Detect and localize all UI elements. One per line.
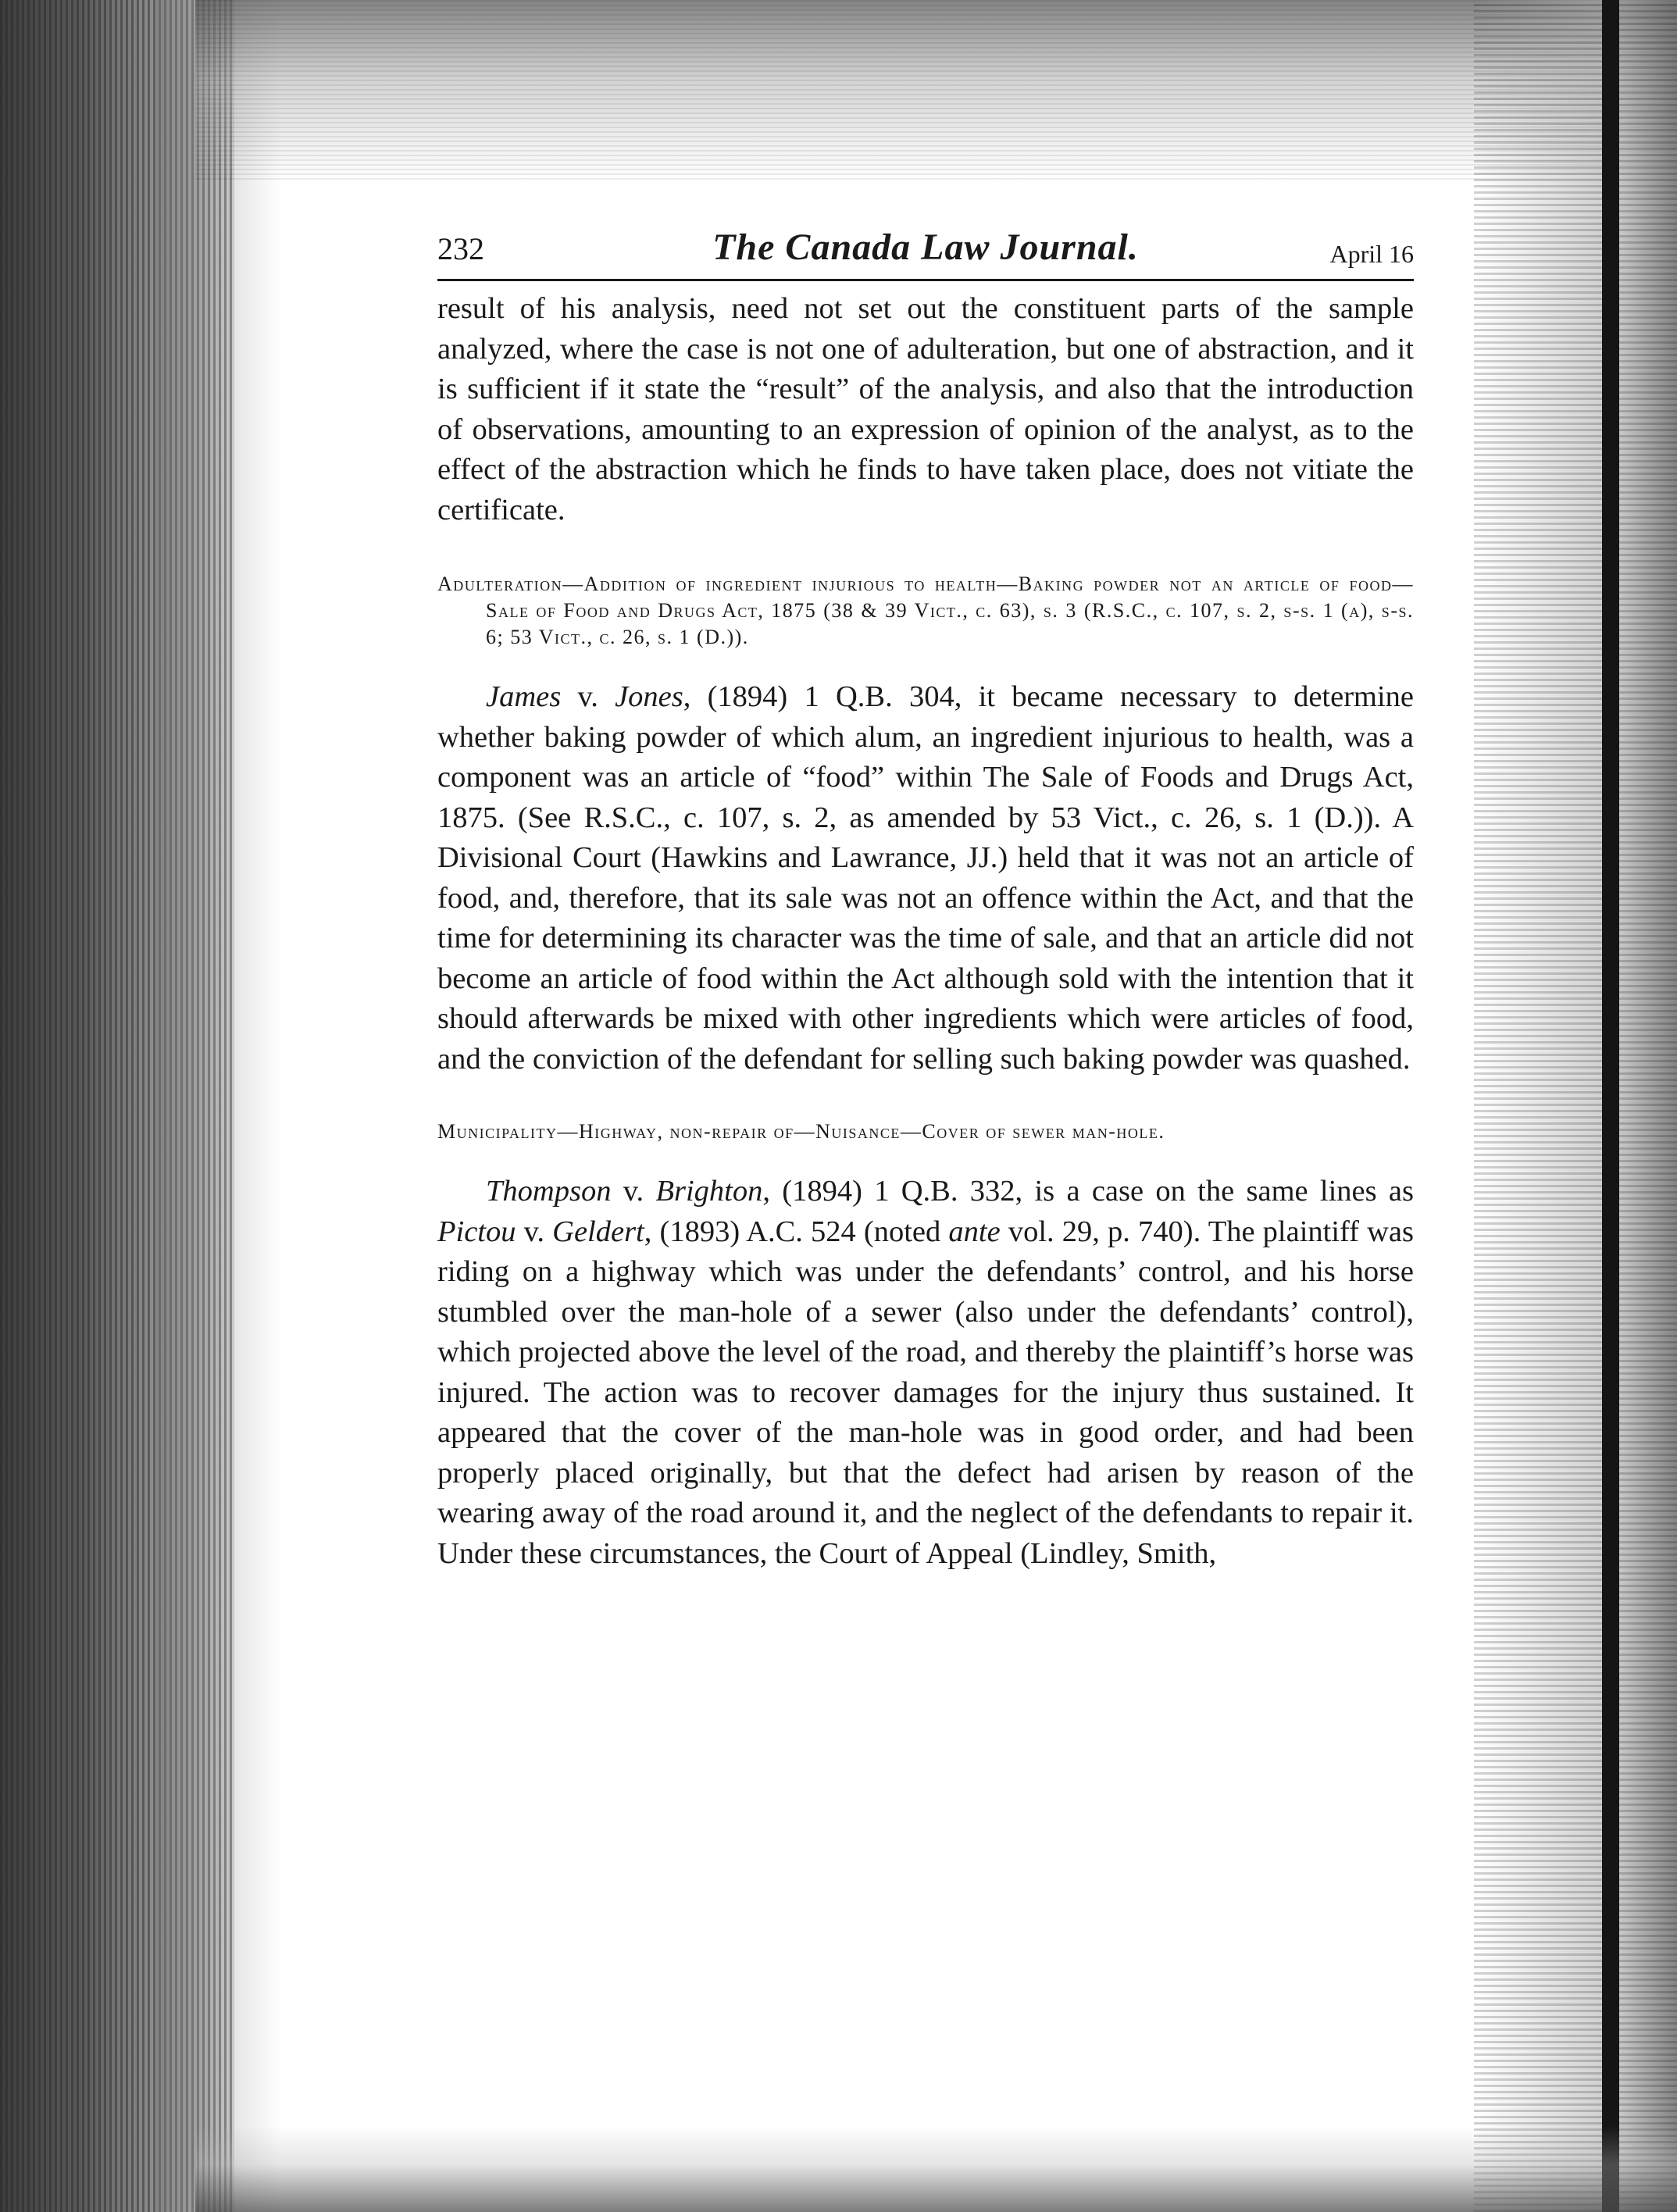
james-v-jones-paragraph	[437, 677, 1414, 1079]
case-name-thompson: Thompson	[486, 1175, 612, 1208]
case-name-brighton: Brighton	[655, 1175, 763, 1208]
james-paragraph-text: , (1894) 1 Q.B. 304, it became necessary to determine whether baking powder of which alum, an ingredient injurious to health, was a component was an article of “food” within The Sale of Foods and Drugs Act, 1875. (See R.S.C., c. 107, s. 2, as amended by 53 Vict., c. 26, s. 1 (D.)). A Divisional Court (Hawkins and Lawrance, JJ.) held that it was not an article of food, and, therefore, that its sale was not an offence within the Act, and that the time for determining its character was the time of sale, and that an article did not become an article of food within the Act although sold with the intention that it should afterwards be mixed with other ingredients which were articles of food, and the conviction of the defendant for selling such baking powder was quashed.	[437, 680, 1414, 1076]
journal-title: The Canada Law Journal.	[712, 227, 1139, 268]
scan-left-shadow	[156, 0, 281, 2212]
scan-bottom-border	[195, 2126, 1677, 2212]
versus-thompson: v.	[611, 1175, 656, 1208]
issue-date: April 16	[1329, 240, 1414, 268]
versus-james: v.	[561, 680, 615, 713]
case-name-pictou: Pictou	[437, 1215, 516, 1248]
page-number: 232	[437, 231, 484, 266]
scan-right-edge	[1602, 0, 1619, 2212]
journal-page	[437, 223, 1414, 1574]
section-heading-municipality: Municipality—Highway, non-repair of—Nuisance—Cover of sewer man-hole.	[437, 1120, 1165, 1143]
scan-right-border	[1474, 0, 1677, 2212]
running-head	[437, 223, 1414, 281]
section-heading-adulteration: Adulteration—Addition of ingredient injurious to health—Baking powder not an article of food—Sale of Food and Drugs Act, 1875 (38 & 39 Vict., c. 63), s. 3 (R.S.C., c. 107, s. 2, s-s. 1 (a), s-s. 6; 53 Vict., c. 26, s. 1 (D.)).	[437, 573, 1414, 648]
scan-top-border	[195, 0, 1677, 180]
case-name-jones: Jones	[615, 680, 683, 713]
case-name-geldert: Geldert	[552, 1215, 644, 1248]
versus-pictou: v.	[516, 1215, 553, 1248]
thompson-text-3: vol. 29, p. 740). The plaintiff was riding on a highway which was under the defendants’ control, and his horse stumbled over the man-hole of a sewer (also under the defendants’ control), which projected above the level of the road, and thereby the plaintiff’s horse was injured. The action was to recover damages for the injury thus sustained. It appeared that the cover of the man-hole was in good order, and had been properly placed originally, but that the defect had arisen by reason of the wearing away of the road around it, and the neglect of the defendants to repair it. Under these circumstances, the Court of Appeal (Lindley, Smith,	[437, 1215, 1415, 1570]
case-name-james: James	[486, 680, 562, 713]
thompson-text-2: , (1893) A.C. 524 (noted	[644, 1215, 949, 1248]
continuation-paragraph: result of his analysis, need not set out the constituent parts of the sample analyzed, where the case is not one of adulteration, but one of abstraction, and it is sufficient if it state the “result” of the analysis, and also that the introduction of observations, amounting to an expression of opinion of the analyst, as to the effect of the abstraction which he finds to have taken place, does not vitiate the certificate.	[437, 292, 1414, 526]
ante-word: ante	[948, 1215, 1001, 1248]
thompson-text-1: , (1894) 1 Q.B. 332, is a case on the same lines as	[762, 1175, 1414, 1208]
thompson-v-brighton-paragraph	[437, 1172, 1414, 1574]
